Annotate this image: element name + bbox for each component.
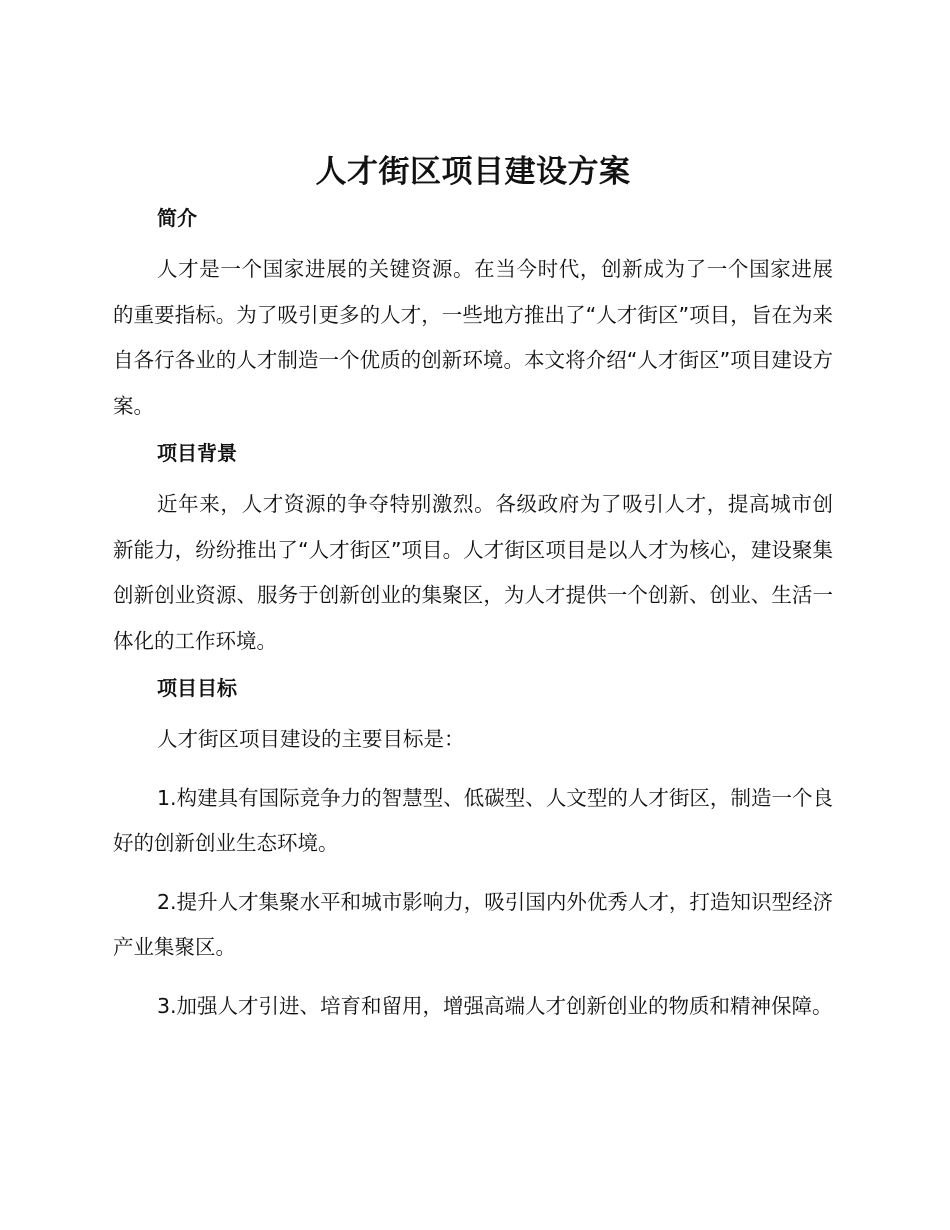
goal-item-2: 2.提升人才集聚水平和城市影响力，吸引国内外优秀人才，打造知识型经济产业集聚区。 xyxy=(113,889,833,959)
paragraph-background: 近年来，人才资源的争夺特别激烈。各级政府为了吸引人才，提高城市创新能力，纷纷推出了“人才街区”项目。人才街区项目是以人才为核心，建设聚集创新创业资源、服务于创新创业的集聚区，为人才提供一个创新、创业、生活一体化的工作环境。 xyxy=(113,492,833,653)
document-title: 人才街区项目建设方案 xyxy=(315,154,631,190)
goal-item-3: 3.加强人才引进、培育和留用，增强高端人才创新创业的物质和精神保障。 xyxy=(157,993,833,1018)
section-goals xyxy=(113,673,833,1029)
section-heading-goals: 项目目标 xyxy=(157,676,237,700)
paragraph-intro: 人才是一个国家进展的关键资源。在当今时代，创新成为了一个国家进展的重要指标。为了吸引更多的人才，一些地方推出了“人才街区”项目，旨在为来自各行各业的人才制造一个优质的创新环境。本文将介绍“人才街区”项目建设方案。 xyxy=(113,257,833,418)
paragraph-goals-lead: 人才街区项目建设的主要目标是： xyxy=(157,727,465,751)
section-heading-intro: 简介 xyxy=(157,206,197,230)
document-page xyxy=(113,150,833,1029)
goal-item-1: 1.构建具有国际竞争力的智慧型、低碳型、人文型的人才街区，制造一个良好的创新创业生态环境。 xyxy=(113,785,833,855)
section-heading-background: 项目背景 xyxy=(157,441,237,465)
section-background xyxy=(113,438,833,664)
section-intro xyxy=(113,203,833,429)
